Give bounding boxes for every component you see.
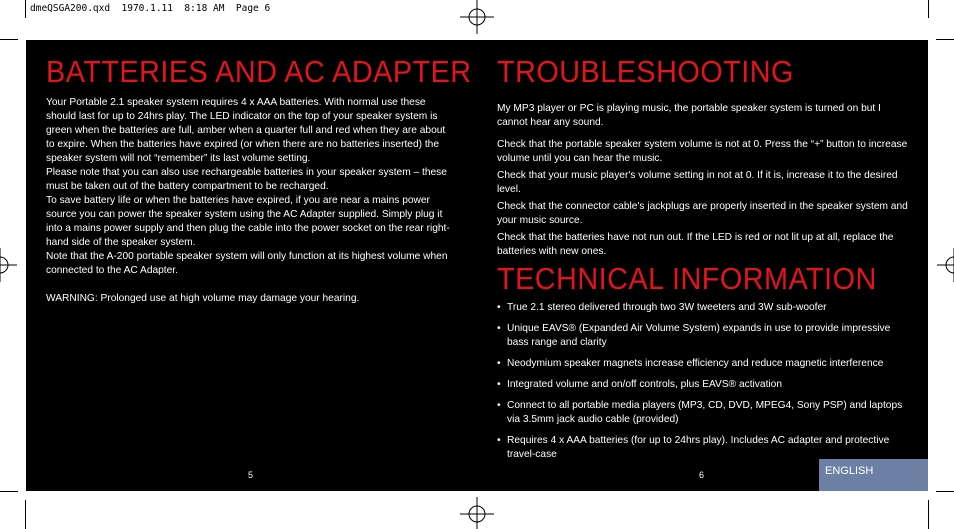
troubleshooting-paragraph: Check that the portable speaker system volume is not at 0. Press the “+” button to increase volume until you can hear the music. xyxy=(497,139,908,164)
batteries-paragraph: Please note that you can also use rechargeable batteries in your speaker system – these must be taken out of the battery compartment to be recharged. xyxy=(46,167,447,192)
batteries-paragraph: Note that the A-200 portable speaker system will only function at its highest volume when connected to the AC Adapter. xyxy=(46,251,448,276)
crop-mark-bottom-right-v xyxy=(928,500,929,529)
bullet-icon: • xyxy=(497,379,501,390)
registration-mark-bottom-icon xyxy=(460,497,494,529)
crop-mark-top-left-v xyxy=(25,0,26,18)
crop-mark-top-left-h xyxy=(0,39,18,40)
bullet-icon: • xyxy=(497,302,501,313)
crop-mark-top-right-v xyxy=(928,0,929,18)
list-item: • Requires 4 x AAA batteries (for up to 24hrs play). Includes AC adapter and protective travel-case xyxy=(497,435,890,460)
batteries-heading: BATTERIES AND AC ADAPTER xyxy=(46,54,472,89)
page-number-left: 5 xyxy=(248,470,254,480)
warning-paragraph: WARNING: Prolonged use at high volume may damage your hearing. xyxy=(46,293,360,304)
technical-information-heading: TECHNICAL INFORMATION xyxy=(497,261,877,296)
troubleshooting-body xyxy=(497,102,911,262)
registration-mark-top-icon xyxy=(460,0,494,34)
list-item: • True 2.1 stereo delivered through two 3W tweeters and 3W sub-woofer xyxy=(497,302,827,313)
troubleshooting-paragraph: My MP3 player or PC is playing music, the portable speaker system is turned on but I cannot hear any sound. xyxy=(497,103,881,128)
crop-mark-top-right-h xyxy=(936,39,954,40)
page-number-right: 6 xyxy=(699,470,705,480)
language-tab: ENGLISH xyxy=(819,459,928,491)
batteries-paragraph: To save battery life or when the batteries have expired, if you are near a mains power source you can power the speaker system using the AC Adapter supplied. Simply plug it into a mains power supply and then plug the cable into the power socket on the rear right-hand side of the speaker system. xyxy=(46,195,450,248)
troubleshooting-paragraph: Check that your music player's volume setting in not at 0. If it is, increase it to the desired level. xyxy=(497,170,898,195)
page-right xyxy=(497,40,915,491)
list-item: • Neodymium speaker magnets increase efficiency and reduce magnetic interference xyxy=(497,358,884,369)
list-item: • Connect to all portable media players (MP3, CD, DVD, MPEG4, Sony PSP) and laptops via 3.5mm jack audio cable (provided) xyxy=(497,400,903,425)
troubleshooting-paragraph: Check that the batteries have not run out. If the LED is red or not lit up at all, replace the batteries with new ones. xyxy=(497,232,894,257)
crop-mark-bottom-left-h xyxy=(0,491,18,492)
technical-list xyxy=(497,301,911,469)
crop-mark-bottom-left-v xyxy=(25,500,26,529)
registration-mark-right-icon xyxy=(937,248,954,282)
bullet-icon: • xyxy=(497,358,501,369)
batteries-paragraph: Your Portable 2.1 speaker system requires 4 x AAA batteries. With normal use these should last for up to 24hrs play. The LED indicator on the top of your speaker system is green when the batteries are full, amber when a quarter full and red when they are about to expire. When the batteries have expired (or when there are no batteries inserted) the speaker system will not “remember” its last volume setting. xyxy=(46,97,446,164)
list-item: • Unique EAVS® (Expanded Air Volume System) expands in use to provide impressive bass range and clarity xyxy=(497,323,891,348)
bullet-icon: • xyxy=(497,435,501,446)
troubleshooting-paragraph: Check that the connector cable's jackplugs are properly inserted in the speaker system and your music source. xyxy=(497,201,908,226)
troubleshooting-heading: TROUBLESHOOTING xyxy=(497,54,794,89)
page-left xyxy=(46,40,472,491)
crop-mark-bottom-right-h xyxy=(936,491,954,492)
bullet-icon: • xyxy=(497,400,501,411)
registration-mark-left-icon xyxy=(0,248,17,282)
manual-spread xyxy=(26,40,928,491)
list-item: • Integrated volume and on/off controls, plus EAVS® activation xyxy=(497,379,782,390)
bullet-icon: • xyxy=(497,323,501,334)
print-slug-line: dmeQSGA200.qxd 1970.1.11 8:18 AM Page 6 xyxy=(30,3,271,14)
batteries-body xyxy=(46,96,456,306)
